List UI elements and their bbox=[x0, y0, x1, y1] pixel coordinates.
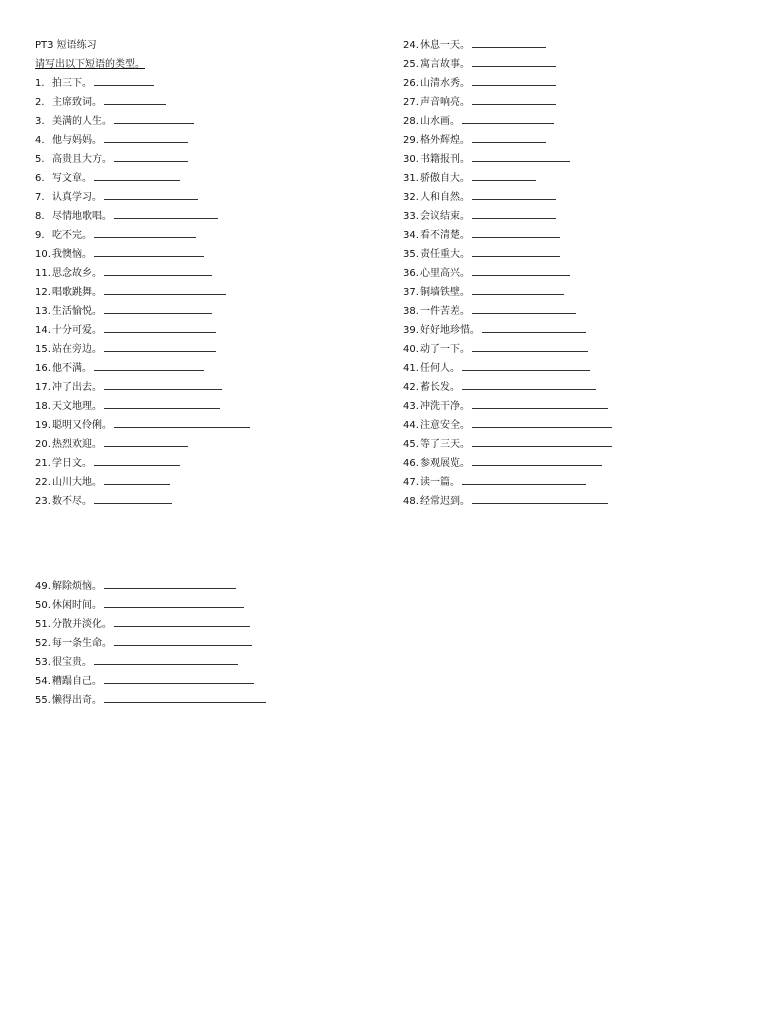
question-item bbox=[403, 207, 743, 226]
question-item bbox=[35, 435, 365, 454]
question-item bbox=[35, 245, 365, 264]
answer-blank[interactable] bbox=[472, 285, 564, 295]
answer-blank[interactable] bbox=[472, 38, 546, 48]
question-number: 11. bbox=[35, 268, 51, 279]
question-item bbox=[35, 302, 365, 321]
question-item bbox=[403, 416, 743, 435]
answer-blank[interactable] bbox=[472, 304, 576, 314]
question-item bbox=[403, 188, 743, 207]
answer-blank[interactable] bbox=[104, 674, 254, 684]
question-item bbox=[35, 691, 365, 710]
question-phrase: 山清水秀。 bbox=[420, 78, 470, 89]
question-number: 51. bbox=[35, 619, 51, 630]
question-number: 14. bbox=[35, 325, 51, 336]
question-item bbox=[35, 416, 365, 435]
question-item bbox=[403, 131, 743, 150]
question-phrase: 十分可爱。 bbox=[52, 325, 102, 336]
question-phrase: 任何人。 bbox=[420, 363, 460, 374]
question-item bbox=[35, 397, 365, 416]
question-list-right bbox=[403, 36, 743, 511]
answer-blank[interactable] bbox=[114, 209, 218, 219]
answer-blank[interactable] bbox=[104, 323, 216, 333]
answer-blank[interactable] bbox=[104, 380, 222, 390]
question-phrase: 分散并淡化。 bbox=[52, 619, 112, 630]
question-item bbox=[35, 131, 365, 150]
question-number: 35. bbox=[403, 249, 419, 260]
worksheet-title: PT3 短语练习 bbox=[35, 40, 97, 51]
question-number: 54. bbox=[35, 676, 51, 687]
question-number: 43. bbox=[403, 401, 419, 412]
question-item bbox=[35, 321, 365, 340]
answer-blank[interactable] bbox=[94, 494, 172, 504]
answer-blank[interactable] bbox=[472, 95, 556, 105]
question-phrase: 注意安全。 bbox=[420, 420, 470, 431]
answer-blank[interactable] bbox=[472, 209, 556, 219]
answer-blank[interactable] bbox=[472, 437, 612, 447]
question-phrase: 写文章。 bbox=[52, 173, 92, 184]
question-item bbox=[35, 264, 365, 283]
answer-blank[interactable] bbox=[472, 152, 570, 162]
question-number: 16. bbox=[35, 363, 51, 374]
question-phrase: 动了一下。 bbox=[420, 344, 470, 355]
question-phrase: 热烈欢迎。 bbox=[52, 439, 102, 450]
answer-blank[interactable] bbox=[472, 133, 546, 143]
question-phrase: 唱歌跳舞。 bbox=[52, 287, 102, 298]
question-number: 46. bbox=[403, 458, 419, 469]
question-phrase: 他与妈妈。 bbox=[52, 135, 102, 146]
answer-blank[interactable] bbox=[104, 266, 212, 276]
question-item bbox=[35, 207, 365, 226]
answer-blank[interactable] bbox=[104, 399, 220, 409]
question-number: 49. bbox=[35, 581, 51, 592]
answer-blank[interactable] bbox=[104, 437, 188, 447]
question-item bbox=[35, 454, 365, 473]
bottom-column bbox=[35, 577, 365, 710]
question-number: 22. bbox=[35, 477, 51, 488]
answer-blank[interactable] bbox=[104, 342, 216, 352]
question-number: 52. bbox=[35, 638, 51, 649]
question-item bbox=[35, 359, 365, 378]
right-column bbox=[403, 36, 743, 511]
question-item bbox=[403, 378, 743, 397]
question-item bbox=[35, 93, 365, 112]
question-item bbox=[403, 93, 743, 112]
question-item bbox=[403, 226, 743, 245]
question-phrase: 站在旁边。 bbox=[52, 344, 102, 355]
question-item bbox=[35, 596, 365, 615]
answer-blank[interactable] bbox=[472, 494, 608, 504]
question-item bbox=[35, 378, 365, 397]
question-item bbox=[35, 473, 365, 492]
question-item bbox=[35, 492, 365, 511]
answer-blank[interactable] bbox=[472, 456, 602, 466]
question-item bbox=[35, 615, 365, 634]
answer-blank[interactable] bbox=[104, 579, 236, 589]
question-phrase: 数不尽。 bbox=[52, 496, 92, 507]
question-number: 12. bbox=[35, 287, 51, 298]
answer-blank[interactable] bbox=[104, 598, 244, 608]
answer-blank[interactable] bbox=[104, 190, 198, 200]
question-item bbox=[403, 302, 743, 321]
question-phrase: 认真学习。 bbox=[52, 192, 102, 203]
question-phrase: 拍三下。 bbox=[52, 78, 92, 89]
question-phrase: 山川大地。 bbox=[52, 477, 102, 488]
answer-blank[interactable] bbox=[462, 361, 590, 371]
question-item bbox=[35, 577, 365, 596]
question-item bbox=[35, 283, 365, 302]
question-phrase: 思念故乡。 bbox=[52, 268, 102, 279]
question-number: 28. bbox=[403, 116, 419, 127]
question-number: 34. bbox=[403, 230, 419, 241]
question-number: 13. bbox=[35, 306, 51, 317]
answer-blank[interactable] bbox=[94, 228, 196, 238]
answer-blank[interactable] bbox=[114, 418, 250, 428]
question-list-bottom bbox=[35, 577, 365, 710]
question-phrase: 高贵且大方。 bbox=[52, 154, 112, 165]
question-number: 2. bbox=[35, 97, 45, 108]
question-phrase: 每一条生命。 bbox=[52, 638, 112, 649]
question-phrase: 山水画。 bbox=[420, 116, 460, 127]
question-number: 41. bbox=[403, 363, 419, 374]
answer-blank[interactable] bbox=[462, 475, 586, 485]
answer-blank[interactable] bbox=[472, 171, 536, 181]
question-number: 36. bbox=[403, 268, 419, 279]
instruction-text: 请写出以下短语的类型。 bbox=[35, 59, 145, 70]
answer-blank[interactable] bbox=[114, 617, 250, 627]
question-item bbox=[403, 454, 743, 473]
question-number: 26. bbox=[403, 78, 419, 89]
question-item bbox=[403, 359, 743, 378]
question-item bbox=[35, 226, 365, 245]
question-item bbox=[403, 112, 743, 131]
question-item bbox=[35, 672, 365, 691]
question-number: 33. bbox=[403, 211, 419, 222]
answer-blank[interactable] bbox=[472, 228, 560, 238]
question-item bbox=[403, 492, 743, 511]
answer-blank[interactable] bbox=[472, 342, 588, 352]
question-number: 15. bbox=[35, 344, 51, 355]
question-number: 30. bbox=[403, 154, 419, 165]
question-item bbox=[35, 634, 365, 653]
question-number: 8. bbox=[35, 211, 45, 222]
question-phrase: 心里高兴。 bbox=[420, 268, 470, 279]
question-phrase: 聪明又伶俐。 bbox=[52, 420, 112, 431]
question-item bbox=[403, 169, 743, 188]
answer-blank[interactable] bbox=[94, 247, 204, 257]
answer-blank[interactable] bbox=[472, 399, 608, 409]
question-phrase: 他不满。 bbox=[52, 363, 92, 374]
answer-blank[interactable] bbox=[104, 133, 188, 143]
question-item bbox=[403, 340, 743, 359]
question-phrase: 骄傲自大。 bbox=[420, 173, 470, 184]
question-phrase: 生活愉悦。 bbox=[52, 306, 102, 317]
question-phrase: 懒得出奇。 bbox=[52, 695, 102, 706]
question-phrase: 美满的人生。 bbox=[52, 116, 112, 127]
question-item bbox=[403, 245, 743, 264]
answer-blank[interactable] bbox=[114, 636, 252, 646]
question-phrase: 铜墙铁壁。 bbox=[420, 287, 470, 298]
answer-blank[interactable] bbox=[462, 114, 554, 124]
question-phrase: 蓄长发。 bbox=[420, 382, 460, 393]
question-phrase: 糟蹋自己。 bbox=[52, 676, 102, 687]
question-number: 19. bbox=[35, 420, 51, 431]
question-number: 45. bbox=[403, 439, 419, 450]
question-item bbox=[403, 283, 743, 302]
answer-blank[interactable] bbox=[94, 655, 238, 665]
question-number: 55. bbox=[35, 695, 51, 706]
question-phrase: 经常迟到。 bbox=[420, 496, 470, 507]
question-number: 10. bbox=[35, 249, 51, 260]
question-number: 53. bbox=[35, 657, 51, 668]
question-phrase: 好好地珍惜。 bbox=[420, 325, 480, 336]
question-number: 1. bbox=[35, 78, 45, 89]
answer-blank[interactable] bbox=[472, 266, 570, 276]
question-phrase: 休息一天。 bbox=[420, 40, 470, 51]
question-number: 42. bbox=[403, 382, 419, 393]
answer-blank[interactable] bbox=[472, 190, 556, 200]
question-phrase: 参观展览。 bbox=[420, 458, 470, 469]
question-item bbox=[403, 36, 743, 55]
question-number: 4. bbox=[35, 135, 45, 146]
question-item bbox=[35, 150, 365, 169]
question-item bbox=[35, 74, 365, 93]
answer-blank[interactable] bbox=[104, 95, 166, 105]
question-item bbox=[403, 321, 743, 340]
question-number: 48. bbox=[403, 496, 419, 507]
question-number: 20. bbox=[35, 439, 51, 450]
question-phrase: 休闲时间。 bbox=[52, 600, 102, 611]
question-number: 18. bbox=[35, 401, 51, 412]
question-phrase: 读一篇。 bbox=[420, 477, 460, 488]
question-phrase: 解除烦恼。 bbox=[52, 581, 102, 592]
question-phrase: 天文地理。 bbox=[52, 401, 102, 412]
question-number: 6. bbox=[35, 173, 45, 184]
answer-blank[interactable] bbox=[472, 418, 612, 428]
answer-blank[interactable] bbox=[94, 76, 154, 86]
question-phrase: 会议结束。 bbox=[420, 211, 470, 222]
question-item bbox=[35, 169, 365, 188]
question-phrase: 冲了出去。 bbox=[52, 382, 102, 393]
question-phrase: 主席致词。 bbox=[52, 97, 102, 108]
answer-blank[interactable] bbox=[104, 304, 212, 314]
question-number: 31. bbox=[403, 173, 419, 184]
question-phrase: 格外辉煌。 bbox=[420, 135, 470, 146]
question-number: 47. bbox=[403, 477, 419, 488]
question-list-left bbox=[35, 74, 365, 511]
answer-blank[interactable] bbox=[472, 247, 560, 257]
question-number: 24. bbox=[403, 40, 419, 51]
question-phrase: 冲洗干净。 bbox=[420, 401, 470, 412]
question-item bbox=[403, 264, 743, 283]
answer-blank[interactable] bbox=[114, 152, 188, 162]
answer-blank[interactable] bbox=[472, 57, 556, 67]
question-item bbox=[35, 340, 365, 359]
question-phrase: 书籍报刊。 bbox=[420, 154, 470, 165]
question-number: 25. bbox=[403, 59, 419, 70]
question-number: 37. bbox=[403, 287, 419, 298]
question-number: 29. bbox=[403, 135, 419, 146]
question-phrase: 人和自然。 bbox=[420, 192, 470, 203]
answer-blank[interactable] bbox=[482, 323, 586, 333]
question-item bbox=[403, 74, 743, 93]
answer-blank[interactable] bbox=[104, 693, 266, 703]
question-phrase: 寓言故事。 bbox=[420, 59, 470, 70]
question-item bbox=[35, 653, 365, 672]
answer-blank[interactable] bbox=[114, 114, 194, 124]
question-number: 21. bbox=[35, 458, 51, 469]
answer-blank[interactable] bbox=[94, 456, 180, 466]
question-number: 50. bbox=[35, 600, 51, 611]
question-phrase: 责任重大。 bbox=[420, 249, 470, 260]
answer-blank[interactable] bbox=[472, 76, 556, 86]
question-item bbox=[403, 150, 743, 169]
question-number: 40. bbox=[403, 344, 419, 355]
answer-blank[interactable] bbox=[104, 285, 226, 295]
question-item bbox=[403, 397, 743, 416]
question-phrase: 吃不完。 bbox=[52, 230, 92, 241]
instruction-line bbox=[35, 55, 365, 74]
question-phrase: 我懊恼。 bbox=[52, 249, 92, 260]
question-phrase: 一件苦差。 bbox=[420, 306, 470, 317]
question-item bbox=[403, 55, 743, 74]
answer-blank[interactable] bbox=[94, 171, 180, 181]
answer-blank[interactable] bbox=[94, 361, 204, 371]
question-number: 5. bbox=[35, 154, 45, 165]
question-number: 7. bbox=[35, 192, 45, 203]
question-number: 23. bbox=[35, 496, 51, 507]
question-number: 32. bbox=[403, 192, 419, 203]
question-item bbox=[403, 473, 743, 492]
question-item bbox=[403, 435, 743, 454]
question-phrase: 等了三天。 bbox=[420, 439, 470, 450]
question-number: 27. bbox=[403, 97, 419, 108]
question-phrase: 很宝贵。 bbox=[52, 657, 92, 668]
left-column bbox=[35, 36, 365, 511]
question-number: 38. bbox=[403, 306, 419, 317]
question-item bbox=[35, 188, 365, 207]
answer-blank[interactable] bbox=[462, 380, 596, 390]
question-number: 3. bbox=[35, 116, 45, 127]
question-phrase: 尽情地歌唱。 bbox=[52, 211, 112, 222]
question-phrase: 学日文。 bbox=[52, 458, 92, 469]
question-phrase: 看不清楚。 bbox=[420, 230, 470, 241]
question-phrase: 声音响亮。 bbox=[420, 97, 470, 108]
question-number: 9. bbox=[35, 230, 45, 241]
question-number: 17. bbox=[35, 382, 51, 393]
answer-blank[interactable] bbox=[104, 475, 170, 485]
question-number: 44. bbox=[403, 420, 419, 431]
question-item bbox=[35, 112, 365, 131]
question-number: 39. bbox=[403, 325, 419, 336]
